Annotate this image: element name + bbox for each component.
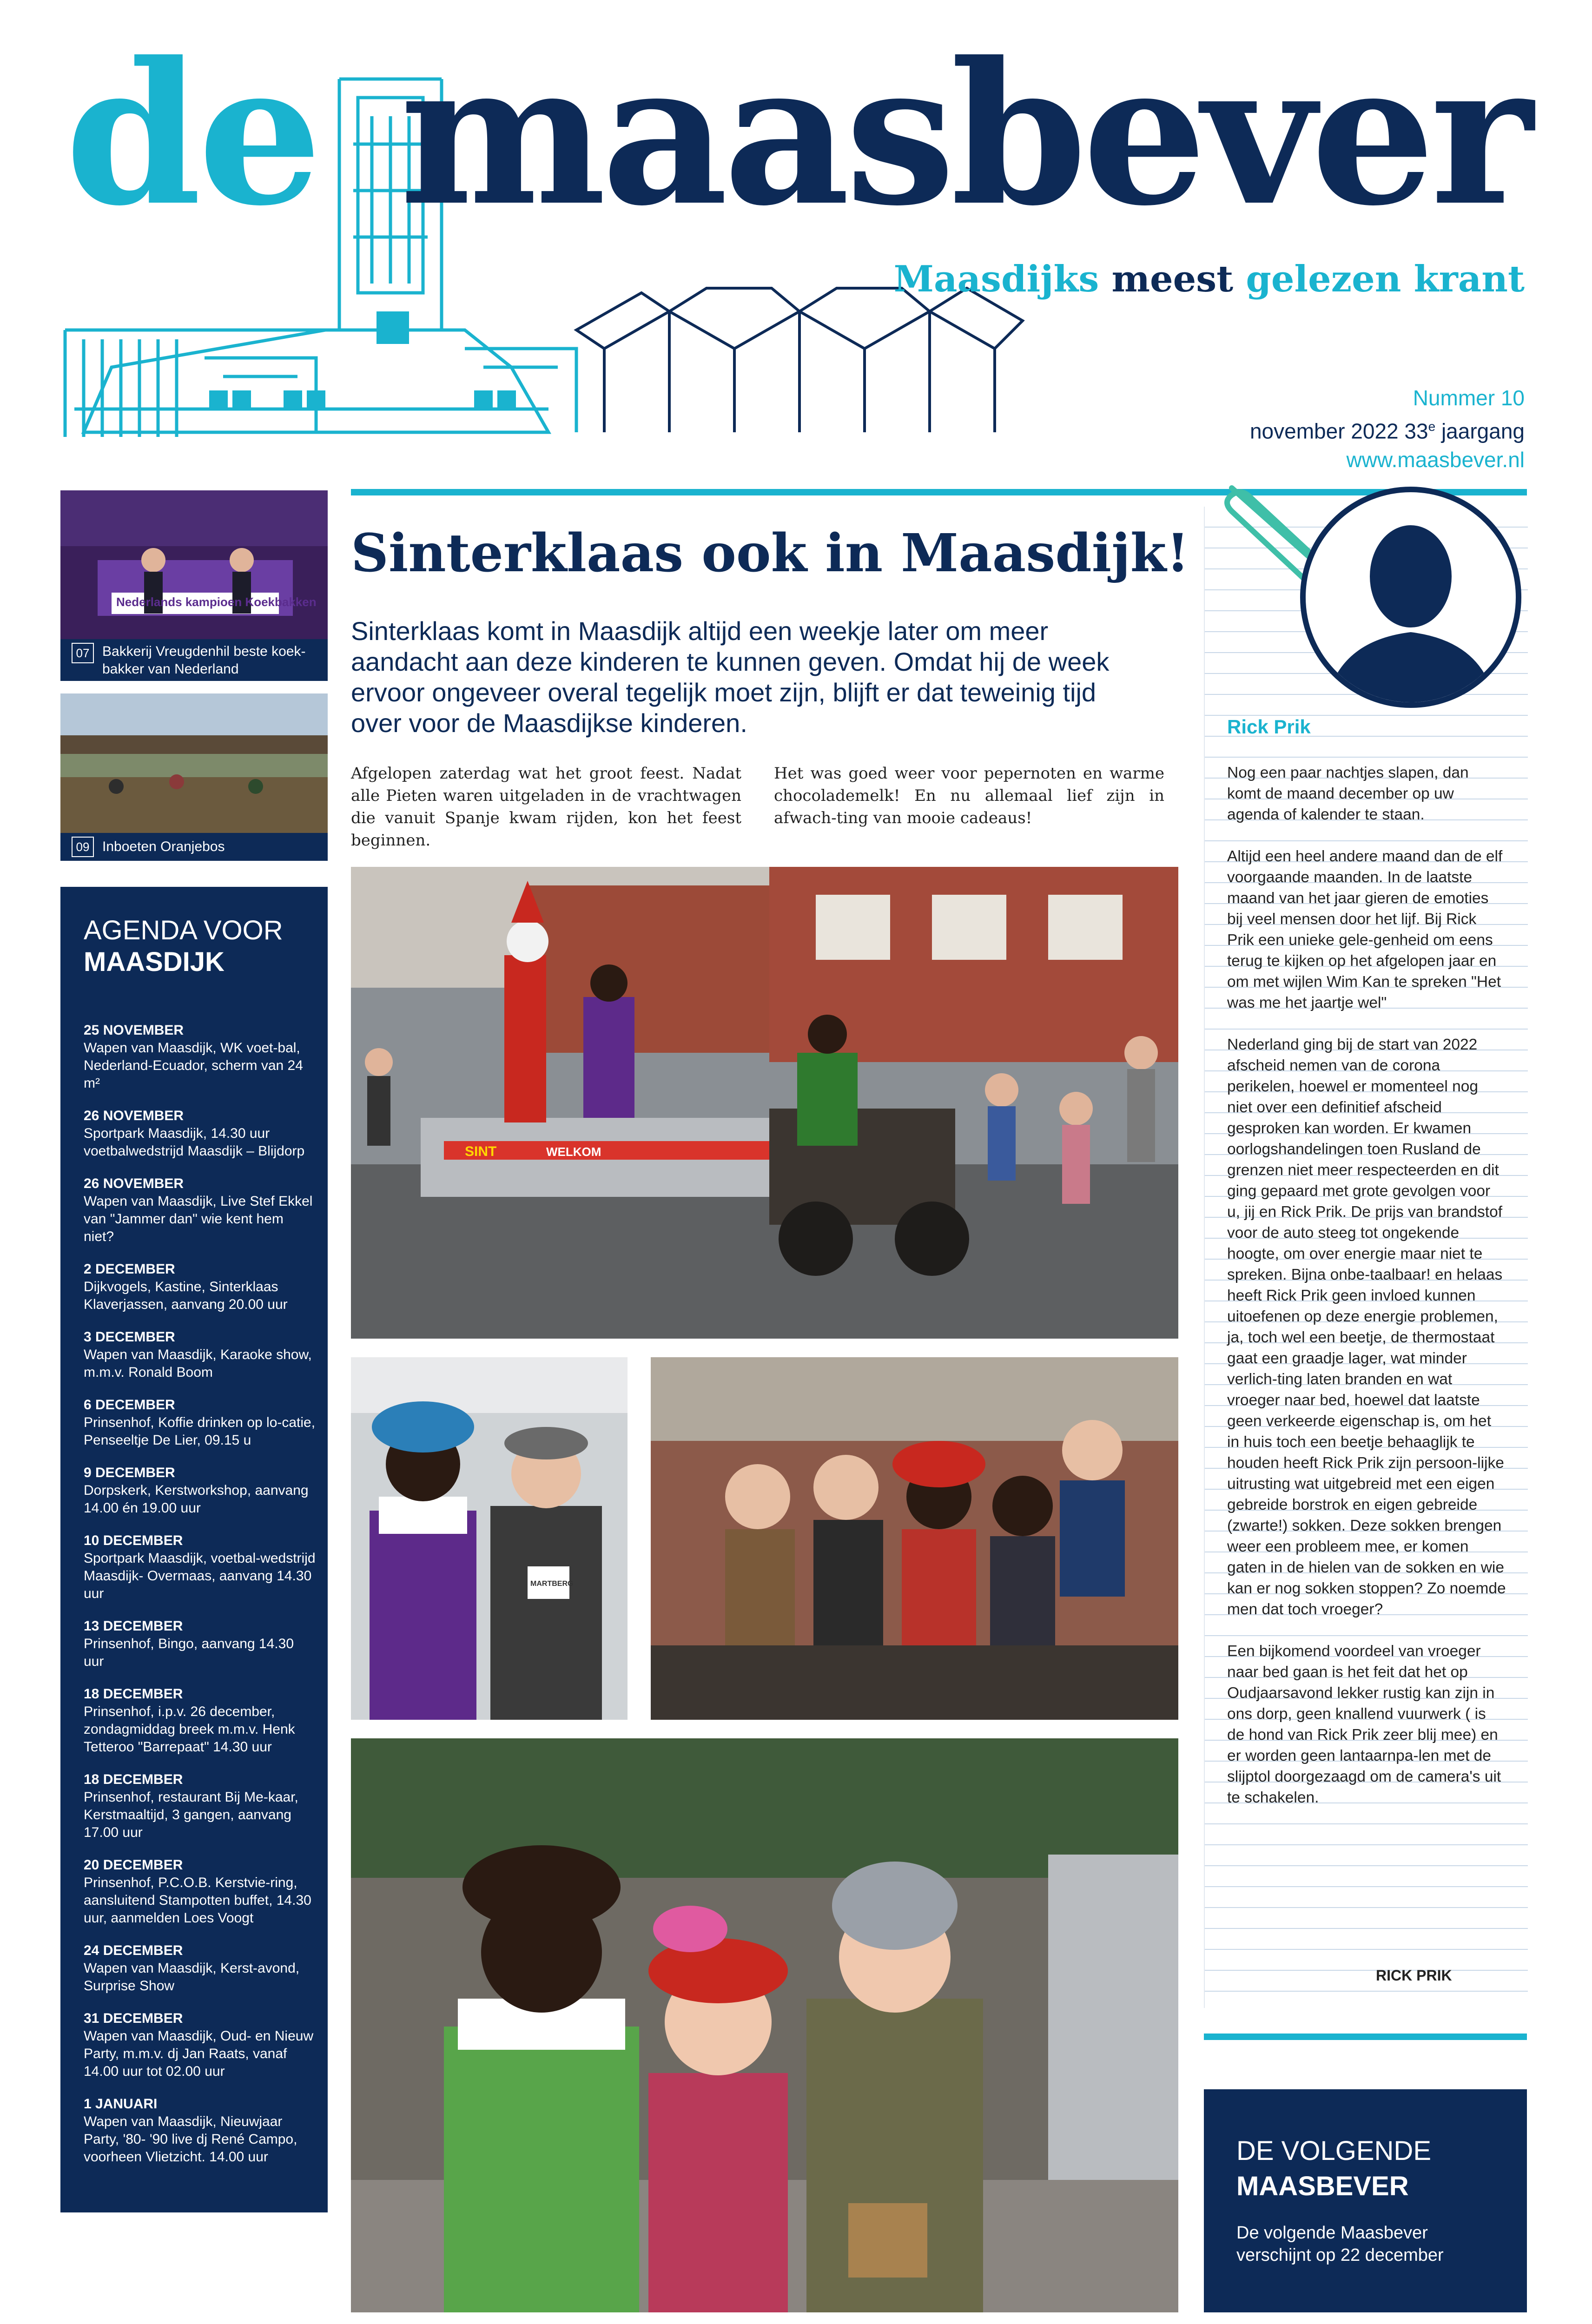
issue-date-sup: e — [1428, 419, 1436, 434]
photo-group-quad — [651, 1357, 1178, 1720]
agenda-item — [84, 1175, 316, 1246]
agenda-item — [84, 1022, 316, 1092]
teaser-caption — [60, 639, 328, 681]
agenda-item-date: 6 DECEMBER — [84, 1397, 175, 1413]
agenda-item-date: 1 JANUARI — [84, 2096, 158, 2112]
teaser-caption-line1: Bakkerij Vreugdenhil beste koek- — [102, 644, 306, 659]
trailer-sign-text: SINT — [465, 1144, 497, 1159]
tagline-part-3: gelezen krant — [1246, 258, 1525, 300]
issue-date — [1250, 412, 1525, 445]
hoodie-text: MARTBERG — [530, 1580, 574, 1588]
agenda-item-date: 31 DECEMBER — [84, 2011, 183, 2026]
article-lead: Sinterklaas komt in Maasdijk altijd een weekje later om meer aandacht aan deze kinderen te kunnen geven. Omdat hij de week ervoor ongeveer overal tegelijk moet zijn, blijft er dat teweinig tijd over voor de Maasdijkse kinderen. — [351, 616, 1110, 738]
issue-number: Nummer 10 — [1413, 386, 1525, 410]
agenda-item — [84, 1261, 316, 1314]
agenda-item-date: 9 DECEMBER — [84, 1465, 175, 1480]
agenda-item — [84, 1464, 316, 1517]
agenda-item-text: Sportpark Maasdijk, voetbal-wedstrijd Maasdijk- Overmaas, aanvang 14.30 uur — [84, 1551, 316, 1601]
agenda-item — [84, 1107, 316, 1160]
next-issue-title-line1: DE VOLGENDE — [1236, 2136, 1431, 2166]
column-signature: RICK PRIK — [1376, 1967, 1452, 1984]
agenda-item-date: 25 NOVEMBER — [84, 1023, 184, 1038]
teaser-photo-oranjebos — [60, 693, 328, 833]
agenda-item-text: Wapen van Maasdijk, Nieuwjaar Party, '80- '90 live dj René Campo, voorheen Vlietzicht. 14.00 uur — [84, 2114, 297, 2165]
agenda-item — [84, 2010, 316, 2080]
agenda-item-text: Wapen van Maasdijk, Karaoke show, m.m.v. Ronald Boom — [84, 1347, 312, 1380]
issue-info — [1250, 383, 1525, 474]
agenda-title-line1: AGENDA VOOR — [84, 915, 283, 945]
agenda-item-date: 26 NOVEMBER — [84, 1176, 184, 1191]
photo-piet-boy — [351, 1357, 628, 1720]
agenda-item-text: Wapen van Maasdijk, Live Stef Ekkel van "Jammer dan" wie kent hem niet? — [84, 1194, 313, 1244]
agenda-item-text: Wapen van Maasdijk, Kerst-avond, Surprise Show — [84, 1961, 300, 1994]
agenda-item-date: 18 DECEMBER — [84, 1772, 183, 1787]
agenda-item-text: Wapen van Maasdijk, WK voet-bal, Nederland-Ecuador, scherm van 24 m² — [84, 1040, 303, 1091]
column-paragraph: Altijd een heel andere maand dan de elf voorgaande maanden. In de laatste maand van het jaar gieren de emoties bij veel mensen door het lijf. Bij Rick Prik een unieke gele-genheid om eens terug te kijken op het afgelopen jaar en om met wijlen Wim Kan te spreken "Het was me het jaartje wel" — [1227, 848, 1503, 1011]
teaser-page-number: 07 — [72, 643, 94, 663]
agenda-item — [84, 1685, 316, 1756]
column-author: Rick Prik — [1227, 716, 1311, 738]
agenda-item-text: Sportpark Maasdijk, 14.30 uur voetbalwedstrijd Maasdijk – Blijdorp — [84, 1126, 305, 1159]
teaser-photo-bakkerij — [60, 490, 328, 653]
agenda-list — [84, 1022, 316, 2181]
tagline-part-2: meest — [1111, 258, 1234, 300]
agenda-item-date: 20 DECEMBER — [84, 1857, 183, 1873]
issue-date-suffix: jaargang — [1435, 419, 1525, 443]
agenda-item-text: Wapen van Maasdijk, Oud- en Nieuw Party, m.m.v. dj Jan Raats, vanaf 14.00 uur tot 02.00 uur — [84, 2028, 314, 2079]
column-text — [1227, 762, 1506, 1829]
tagline-part-1: Maasdijks — [893, 258, 1099, 300]
author-avatar-icon — [1297, 483, 1525, 711]
agenda-item-text: Prinsenhof, restaurant Bij Me-kaar, Kerstmaaltijd, 3 gangen, aanvang 17.00 uur — [84, 1789, 298, 1840]
agenda-item-date: 24 DECEMBER — [84, 1943, 183, 1958]
teaser-caption — [60, 833, 328, 861]
agenda-item-text: Prinsenhof, P.C.O.B. Kerstvie-ring, aansluitend Stampotten buffet, 14.30 uur, aanmelden Loes Voogt — [84, 1875, 311, 1926]
agenda-item-text: Dorpskerk, Kerstworkshop, aanvang 14.00 én 19.00 uur — [84, 1483, 309, 1516]
column-paragraph: Een bijkomend voordeel van vroeger naar bed gaan is het feit dat het op Oudjaarsavond lekker rustig kan zijn in ons dorp, geen knallend vuurwerk ( is de hond van Rick Prik zeer blij mee) en er worden geen lantaarnpa-len met de slijptol doorgezaagd om de camera's uit te schakelen. — [1227, 1643, 1501, 1806]
trailer-welcome-text: WELKOM — [546, 1145, 601, 1159]
masthead-tagline — [894, 258, 1525, 300]
agenda-item-date: 18 DECEMBER — [84, 1686, 183, 1702]
photo-children — [351, 1738, 1178, 2312]
masthead — [0, 0, 1592, 472]
agenda-item-date: 2 DECEMBER — [84, 1261, 175, 1277]
next-issue-box — [1204, 2089, 1527, 2312]
agenda-item-date: 10 DECEMBER — [84, 1533, 183, 1548]
agenda-item — [84, 2095, 316, 2166]
agenda-item — [84, 1328, 316, 1381]
teaser-caption-line2: bakker van Nederland — [102, 661, 239, 677]
teaser-photo-text: Nederlands kampioen Koekbakken — [116, 595, 317, 609]
article-body-col2: Het was goed weer voor pepernoten en warme chocolademelk! En nu allemaal lief zijn in afwach-ting van mooie cadeaus! — [774, 764, 1164, 827]
agenda-item-text: Dijkvogels, Kastine, Sinterklaas Klaverjassen, aanvang 20.00 uur — [84, 1279, 288, 1312]
agenda-item-text: Prinsenhof, i.p.v. 26 december, zondagmiddag breek m.m.v. Henk Tetteroo "Barrepaat" 14.30 uur — [84, 1704, 295, 1755]
column-paragraph: Nog een paar nachtjes slapen, dan komt de maand december op uw agenda of kalender te staan. — [1227, 764, 1469, 823]
photo-parade — [351, 867, 1178, 1339]
article-body-col1: Afgelopen zaterdag wat het groot feest. Nadat alle Pieten waren uitgeladen in de vrachtwagen die vanuit Spanje kwam rijden, kon het feest beginnen. — [351, 764, 741, 850]
article-headline: Sinterklaas ook in Maasdijk! — [351, 523, 1189, 584]
teaser-page-number: 09 — [72, 837, 94, 857]
next-issue-text: De volgende Maasbever verschijnt op 22 december — [1236, 2223, 1444, 2265]
agenda-item — [84, 1618, 316, 1670]
teaser-caption-text: Inboeten Oranjebos — [102, 839, 225, 854]
next-issue-title — [1236, 2133, 1431, 2204]
agenda-item — [84, 1942, 316, 1995]
issue-date-text: november 2022 33 — [1249, 419, 1428, 443]
agenda-item-text: Prinsenhof, Bingo, aanvang 14.30 uur — [84, 1636, 294, 1669]
teaser-oranjebos[interactable] — [60, 693, 328, 861]
agenda-box — [60, 887, 328, 2212]
website-link[interactable]: www.maasbever.nl — [1346, 448, 1525, 472]
masthead-title-main: maasbever — [400, 20, 1529, 249]
agenda-item — [84, 1856, 316, 1927]
agenda-item-date: 13 DECEMBER — [84, 1618, 183, 1634]
column-bottom-rule — [1204, 2034, 1527, 2040]
masthead-title-de: de — [65, 20, 318, 249]
agenda-item — [84, 1396, 316, 1449]
column-paragraph: Nederland ging bij de start van 2022 afscheid nemen van de corona perikelen, hoewel er momenteel nog niet over een definitief afscheid gesproken kan worden. Er kwamen oorlogshandelingen toen Rusland de grenzen niet meer respecteerden en dit ging gepaard met grote gevolgen voor u, jij en Rick Prik. De prijs van brandstof voor de auto steeg tot ongekende hoogte, om over energie maar niet te spreken. Bijna onbe-taalbaar! en helaas heeft Rick Prik geen invloed kunnen uitoefenen op deze energie problemen, ja, toch wel een beetje, de thermostaat gaat een graadje lager, wat minder verlich-ting laten branden en wat vroeger naar bed, hoewel dat laatste geen verkeerde eigenschap is, om het in huis toch een beetje behaaglijk te houden heeft Rick Prik zijn persoon-lijke uitrusting wat uitgebreid met een eigen gebreide borstrok en eigen gebreide (zwarte!) sokken. Deze sokken brengen weer een probleem mee, er komen gaten in de hielen van de sokken en wie kan er nog sokken stoppen? Zo noemde men dat toch vroeger? — [1227, 1036, 1506, 1618]
agenda-item — [84, 1771, 316, 1842]
teaser-bakkerij[interactable] — [60, 490, 328, 681]
agenda-item-date: 3 DECEMBER — [84, 1329, 175, 1345]
agenda-title-line2: MAASDIJK — [84, 947, 225, 977]
teaser-caption-text — [102, 643, 305, 678]
next-issue-title-line2: MAASBEVER — [1236, 2171, 1409, 2201]
agenda-item-date: 26 NOVEMBER — [84, 1108, 184, 1123]
agenda-item-text: Prinsenhof, Koffie drinken op lo-catie, Penseeltje De Lier, 09.15 u — [84, 1415, 316, 1448]
agenda-title — [84, 915, 283, 978]
agenda-item — [84, 1532, 316, 1603]
